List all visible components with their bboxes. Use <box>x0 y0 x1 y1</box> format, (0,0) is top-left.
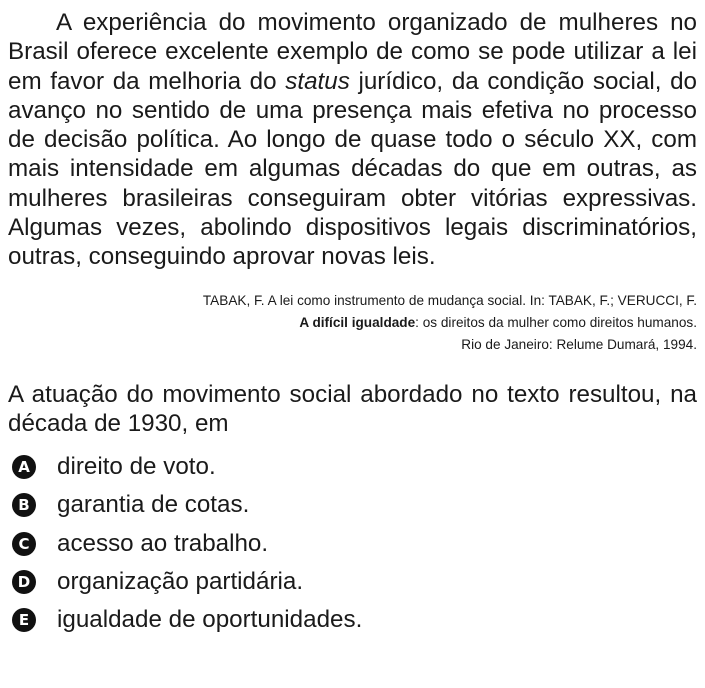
citation-book-subtitle: : os direitos da mulher como direitos humanos. <box>415 314 697 330</box>
option-text: igualdade de oportunidades. <box>57 606 363 634</box>
option-c[interactable] <box>8 524 697 562</box>
source-citation <box>8 290 697 356</box>
citation-line-1: TABAK, F. A lei como instrumento de mudança social. In: TABAK, F.; VERUCCI, F. <box>202 292 697 308</box>
option-text: garantia de cotas. <box>57 491 250 519</box>
option-b[interactable] <box>8 486 697 524</box>
passage-text <box>8 8 697 272</box>
citation-line-3: Rio de Janeiro: Relume Dumará, 1994. <box>461 336 697 352</box>
option-text: organização partidária. <box>57 568 304 596</box>
citation-line-2 <box>8 312 697 334</box>
question-stem: A atuação do movimento social abordado no texto resultou, na década de 1930, em <box>8 380 697 438</box>
passage-part-2: jurídico, da condição social, do avanço no sentido de uma presença mais efetiva no processo de decisão política. Ao longo de quase todo o século XX, com mais intensidade em algumas décadas do que em outras, as mulheres brasileiras conseguiram obter vitórias expressivas. Algumas vezes, abolindo dispositivos legais discriminatórios, outras, conseguindo aprovar novas leis. <box>8 67 697 271</box>
option-d[interactable] <box>8 563 697 601</box>
option-text: direito de voto. <box>57 452 216 480</box>
option-a[interactable] <box>8 448 697 486</box>
passage-part-1: A experiência do movimento organizado de mulheres no Brasil oferece excelente exemplo de como se pode utilizar a lei em favor da melhoria do <box>8 9 697 95</box>
answer-options <box>8 448 697 640</box>
option-letter-badge: E <box>12 608 36 632</box>
option-letter-badge: B <box>12 493 36 517</box>
option-e[interactable] <box>8 601 697 639</box>
option-letter-badge: D <box>12 570 36 594</box>
citation-book-title: A difícil igualdade <box>299 314 416 330</box>
option-letter-badge: A <box>12 455 36 479</box>
passage-italic-term: status <box>285 67 350 95</box>
option-text: acesso ao trabalho. <box>57 529 269 557</box>
option-letter-badge: C <box>12 532 36 556</box>
